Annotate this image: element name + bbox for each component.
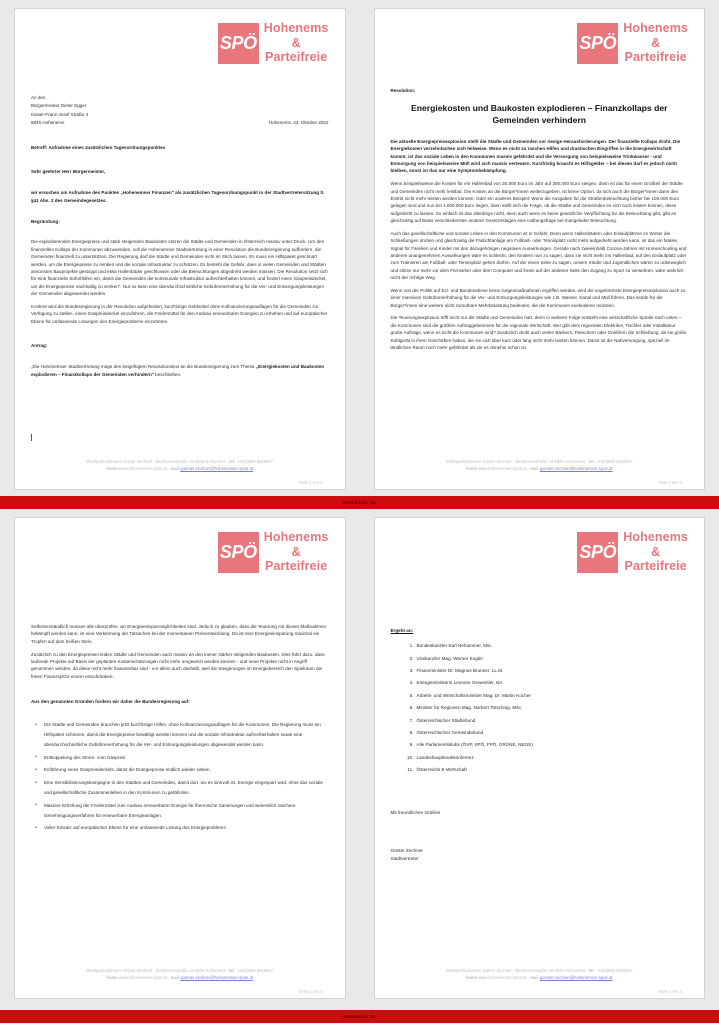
recipients-heading: Ergeht an: <box>390 628 414 633</box>
footer-line-2 <box>391 974 689 982</box>
resolution-paragraph-1: Die aktuelle Energiepreisexplosion stellt die Städte und Gemeinden vor riesige Herausforderungen. Der finanzielle Kollaps droht. Die Energiekosten verzehnfachen sich teilweise. Wenn es nicht zu raschen Hilfen und drastischen Eingriffen in die Energiewirtschaft kommt, ist das soziale Leben in den Kommunen massiv gefährdet und die Versorgung von beispielsweise Trinkwasser - und Entsorgung von beispielsweise Müll wird sich massiv verteuern. Kurzfristig braucht es Hilfsgelder – bei diesen darf es jedoch nicht bleiben, sonst ist das nur eine Symptombekämpfung. <box>390 138 681 174</box>
page-row-1 <box>0 0 719 496</box>
logo-line-3: Parteifreie <box>265 559 328 574</box>
footer-address: Stadtparteiobmann Günter Zechner . Beethovenstraße 18 6845 Hohenems . <box>86 458 230 464</box>
signature-role: Stadtvertreter <box>390 856 419 862</box>
address-line-2: Bürgermeister Dieter Egger <box>31 103 87 109</box>
document-page-2[interactable] <box>374 8 706 490</box>
logo-line-3: Parteifreie <box>624 559 687 574</box>
spoe-logo <box>31 527 329 577</box>
footer-line-1 <box>391 458 689 466</box>
spoe-logo-mark-text: SPÖ <box>579 32 617 53</box>
footer-tel-value: +43(0)650 5816947 <box>235 458 274 464</box>
footer-line-1 <box>31 967 329 975</box>
spoe-logo-text <box>623 530 688 574</box>
motion-bold: „Energiekosten und Baukosten explodieren – Finanzkollaps der Gemeinden verhindern" <box>31 364 325 377</box>
footer-line-2 <box>391 465 689 473</box>
page-thumb-1-container[interactable] <box>0 0 360 496</box>
footer-mail-label: mail <box>530 975 539 981</box>
footer-tel-value: +43(0)650 5816947 <box>594 458 633 464</box>
page-row-2 <box>0 509 719 1005</box>
page-number-2: Seite 2 von 4 <box>658 480 682 485</box>
list-item: • Einführung eines Gaspreisdeckels, damit die Energiepreise endlich wieder sinken. <box>31 765 329 775</box>
list-item: • Voller Einsatz auf europäischer Ebene für eine umfassende Lösung des Energieproblems <box>31 823 329 833</box>
page-number-3: Seite 3 von 4 <box>298 989 323 994</box>
logo-line-1: Hohenems <box>263 20 329 35</box>
list-item: Österreichs E-Wirtschaft <box>416 766 467 772</box>
list-item: Alle Parlamentsklubs (ÖVP, SPÖ, FPÖ, GRÜNE, NEOS) <box>416 742 533 748</box>
motion-post: beschließen. <box>153 371 182 377</box>
list-item: Bundeskanzler Karl Nehammer, Msc <box>416 643 492 649</box>
list-item: Vizekanzler Mag. Werner Kogler <box>416 655 484 661</box>
footer-address: Stadtparteiobmann Günter Zechner . Beethovenstraße 18 6845 Hohenems . <box>445 458 589 464</box>
footer-line-2 <box>31 465 329 473</box>
resolution-paragraph-5: Die Teuerungsexplosion trifft nicht nur die Städte und Gemeinden hart, denn in weiterer Folge entsteht eine wirtschaftliche Spirale nach unten – die Kommunen sind die größten Auftraggeberinnen für die regionale Wirtschaft. Wer gibt dem regionalen Elektriker, Tischler oder Installateur große Aufträge, wenn es nicht die Kommunen sind? Zusätzlich droht auch vielen Bäckern, Fleischern oder Greißlern die Schließung, da sie große Kühlgerät in ihren Geschäften haben, die sie sich über kurz oder lang nicht mehr leisten können. Damit ist die Nahversorgung, speziell im ländlichen Raum noch mehr gefährdet als sie es ohnehin schon ist. <box>390 315 687 350</box>
page-1-body <box>31 144 329 378</box>
address-line-1: An den <box>31 95 46 100</box>
page-3-body <box>31 623 329 833</box>
spoe-logo-text <box>264 21 329 65</box>
motion-pre: „Die Hohenemser Stadtvertretung möge den beigefügten Resolutionstext an die Bundesregierung zum Thema <box>31 364 256 370</box>
motion-heading: Antrag: <box>31 343 48 349</box>
list-item: Minister für Regionen Mag. Norbert Totschnig, MSc <box>416 705 522 711</box>
list-item: Arbeits- und Wirtschaftsminister Mag. Dr. Martin Kocher <box>416 692 531 698</box>
footer-home-label: home <box>106 466 118 472</box>
separator-label: Resolution_01 <box>343 1014 376 1019</box>
motion-text <box>31 363 329 378</box>
spoe-logo-mark <box>577 23 618 64</box>
logo-line-3: Parteifreie <box>265 50 328 65</box>
document-page-1[interactable] <box>14 8 346 490</box>
page-thumb-4-container[interactable] <box>360 509 719 1005</box>
logo-line-2: & <box>651 35 661 50</box>
reason-paragraph-1: Die explodierenden Energiepreise und stark steigenden Baukosten setzen die Städte und Gemeinden in Österreich massiv unter Druck. Um den finanziellen Kollaps der Kommunen abzuwenden, soll die Hohenemser Stadtvertretung in einer Resolution die Bundesregierung auffordern, die Gemeinden finanziell zu unterstützen. Die Regierung darf die Städte und Gemeinden nicht im Stich lassen. Es muss ein Hilfspaket geschnürt werden, um die Energiepreise zu senken und die soziale Infrastruktur zu schützen. Es besteht die Gefahr, dass in vielen Gemeinden und Städten ansonsten Bauprojekte gestoppt und etwa Hallenbäder geschlossen oder die Beleuchtungen abgedreht werden müssen. Die Resolution setzt sich für eine finanzielle Soforthilfen ein, damit die Gemeinden die kommunale Infrastruktur aufrechterhalten können, und fordert einen Gaspreisdeckel, um die Energiepreise nachhaltig zu senken". Nur so kann eine überdurchschnittliche Gebührenerhöhung für die Ver- und Entsorgungsleistungen der Gemeinden abgewendet werden. <box>31 239 328 296</box>
recipients-list <box>401 643 689 773</box>
spoe-logo-mark-text: SPÖ <box>579 541 617 562</box>
logo-line-1: Hohenems <box>623 20 688 35</box>
text-cursor <box>31 434 32 441</box>
reason-paragraph-2: Konkret wird die Bundesregierung in der Resolution aufgefordert, kurzfristige Geldmittel ohne Kofinanzierungsauflagen für die Gemeinden zur Verfügung zu stellen, einen Gaspreisdeckel einzuführen, die Fördermittel für den Ausbau erneuerbarer Energien zu erhöhen und auf europäischer Ebene für umfassende Lösungen des Energieproblems einzutreten. <box>31 303 328 324</box>
list-item: Finanzminister Dr. Magnus Brunner, LL.M. <box>416 668 504 674</box>
resolution-label: Resolution: <box>390 88 416 93</box>
logo-line-2: & <box>291 544 301 559</box>
list-item: • Massive Erhöhung der Fördermittel zum Ausbau erneuerbarer Energie für thermische Sanierungen und wesentlich raschere Genehmigungsverfahren für erneuerbare Energieanlagen. <box>31 801 329 821</box>
footer-email-link[interactable]: guenter.zechner@hohenemser-spoe.at <box>180 466 254 472</box>
footer-home-value: www.hohenemser-spoe.at . <box>477 466 531 472</box>
footer-email-link[interactable]: guenter.zechner@hohenemser-spoe.at <box>539 466 613 472</box>
address-line-3: Kaiser-Franz-Josef Straße 4 <box>31 111 89 117</box>
footer-tel-value: +43(0)650 5816947 <box>594 967 633 973</box>
request-paragraph: wir ersuchen um Aufnahme des Punktes „Hohenemser Finanzen" als zusätzlichen Tagesordnungspunkt in der Stadtvertretersitzung lt. §41 Abs. 2 des Gemeindegesetzes. <box>31 190 325 203</box>
footer-line-1 <box>391 967 689 975</box>
footer-email-link[interactable]: guenter.zechner@hohenemser-spoe.at <box>180 975 254 981</box>
logo-line-3: Parteifreie <box>624 50 687 65</box>
page3-paragraph-2: Zusätzlich zu den Energiepreisen leiden Städte und Gemeinden auch massiv an den immer stärker steigenden Baukosten. Dies führt dazu, dass laufende Projekte auf Basis der geplanten Kostenschätzungen nicht mehr umgesetzt werden können - und neue Projekte nicht in Angriff genommen werden, da diese nicht mehr finanzierbar sind - vor allem auch deshalb, weil die Steigerungen im Energiebereich den Spielraum der freien Finanzspitze enorm einschränken. <box>31 651 325 679</box>
spoe-logo-text <box>623 21 688 65</box>
footer-line-1 <box>31 458 329 466</box>
spoe-logo <box>391 18 689 68</box>
subject-line: Betreff: Aufnahme eines zusätzlichen Tagesordnungspunktes <box>31 144 166 150</box>
footer-address: Stadtparteiobmann Günter Zechner . Beethovenstraße 18 6845 Hohenems . <box>86 967 230 973</box>
closing-line: Mit freundlichen Grüßen <box>390 810 441 816</box>
page-number-1: Seite 1 von 4 <box>298 480 323 485</box>
footer-line-2 <box>31 974 329 982</box>
document-page-3[interactable] <box>14 517 346 999</box>
document-date: Hohenems, 24. Oktober 2022 <box>268 120 329 126</box>
list-item: • Entkoppelung des Strom- vom Gaspreis <box>31 753 329 763</box>
footer-tel-value: +43(0)650 5816947 <box>235 967 274 973</box>
list-item: Landeshauptleutekonferenz <box>416 754 474 760</box>
footer-home-value: www.hohenemser-spoe.at . <box>117 975 171 981</box>
footer-home-value: www.hohenemser-spoe.at . <box>117 466 171 472</box>
footer-mail-label: mail <box>170 466 180 472</box>
page-2-body <box>391 138 689 351</box>
spoe-logo-mark-text: SPÖ <box>219 541 257 562</box>
logo-line-2: & <box>651 544 661 559</box>
footer-home-label: home <box>465 975 478 981</box>
logo-line-2: & <box>291 35 301 50</box>
footer-email-link[interactable]: guenter.zechner@hohenemser-spoe.at <box>539 975 613 981</box>
list-item: Energieministerin Leonore Gewessler, BA <box>416 680 503 686</box>
page-separator-bar-1 <box>0 496 719 509</box>
page-footer-4 <box>391 967 689 982</box>
footer-tel-label: tel. <box>229 458 236 464</box>
list-item: • Die Städte und Gemeinden brauchen jetzt kurzfristige Hilfen, ohne Kofinanzierungsauflagen für die Kommunen. Die Regierung muss ein Hilfspaket schnüren, damit die Energiepreise bewältigt werden können und die soziale Infrastruktur aufrechterhalten sowie eine überdurchschnittliche Gebührenerhöhung für die Ver- und Entsorgungsleistungen abgewendet werden kann. <box>31 720 329 749</box>
address-line-4: 6845 Hohenems <box>31 120 65 126</box>
signature-block <box>391 809 689 863</box>
resolution-paragraph-2: Wenn beispielsweise die Kosten für ein Hallenbad von 30.000 Euro im Jahr auf 300.000 Euro steigen, dann ist das für einen Großteil der Städte und Gemeinden nicht mehr leistbar. Die Kosten an die Bürger*innen weiterzugeben, ist keine Option, da sich auch die Bürger*innen dann den Eintritt nicht mehr leisten werden können. Oder ein anderes Beispiel: Wenn die Ausgaben für die Straßenbeleuchtung bisher bei 100.000 Euro gelegen sind und nun bei 1.000.000 Euro liegen, dann stellt sich die Frage, ob die Städte und Gemeinden es sich noch leisten können, diese aufgedreht zu lassen. So einfach ist das allerdings nicht, denn auch wenn es keine gesetzliche Verpflichtung für die Beleuchtung gibt, gibt es gleichzeitig auf Basis verschiedenster anderer Gesetzeslagen eine Haftungsfrage bei mangelnder Beleuchtung. <box>390 181 683 223</box>
salutation: Sehr geehrter Herr Bürgermeister, <box>31 169 106 175</box>
page-separator-bar-2 <box>0 1010 719 1023</box>
demands-heading: Aus den genannten Gründen fordern wir daher die Bundesregierung auf: <box>31 698 190 704</box>
resolution-paragraph-4: Wenn von der Politik auf EU- und Bundesebene keine Gegenmaßnahmen ergriffen werden, wird die ungebremste Energiepreisexplosion auch zu einer massiven Gebührenerhöhung für die Ver- und Entsorgungsleistungen wie z.B. Wasser, Kanal und Müll führen. Das würde für die Bürger*innen eine weitere nicht zumutbare Mehrbelastung bedeuten, die die Kommunen exekutieren müssten. <box>390 287 686 308</box>
signature-name: Günter Zechner <box>390 848 423 854</box>
footer-home-label: home <box>106 975 118 981</box>
resolution-title: Energiekosten und Baukosten explodieren – Finanzkollaps der Gemeinden verhindern <box>411 103 668 126</box>
spoe-logo-mark <box>577 532 618 573</box>
spoe-logo-mark-text: SPÖ <box>219 32 257 53</box>
footer-tel-label: tel. <box>588 458 595 464</box>
address-block <box>31 94 329 128</box>
footer-tel-label: tel. <box>229 967 236 973</box>
page-number-4: Seite 4 von 4 <box>658 989 682 994</box>
spoe-logo-mark <box>218 532 259 573</box>
resolution-paragraph-3: Auch das gesellschaftliche und soziale Leben in den Kommunen ist in Gefahr. Denn wenn Hallenbädern oder Eislaufplätzen im Winter die Schließungen drohen und gleichzeitig die Flutlichtanlage am Fußball- oder Tennisplatz nicht mehr aufgedreht werden kann, ist das ein fatales Signal für Familien und Kinder mit den dazugehörigen negativen Auswirkungen. Gerade nach zweieinhalb Corona-Jahren mit Homeschooling und anderen unangenehmen Auswirkungen wäre es schlecht, den Kindern nun zu sagen, dass sie nicht mehr ins Hallenbad, auf den Eislaufplatz oder zum Trainieren am Fußball- oder Tennisplatz gehen dürfen. Auf der einen Seite zu sagen, unsere Kinder und Jugendlichen wären zu unbeweglich und sitzen nur mehr vor dem Fernseher oder dem Computer und ihnen auf der anderen Seite den Zugang zu Sport zu verwehren, wäre wahrlich nicht der richtige Weg. <box>390 230 687 281</box>
logo-line-1: Hohenems <box>263 529 329 544</box>
page-footer-1 <box>31 458 329 473</box>
spoe-logo <box>31 18 329 68</box>
footer-mail-label: mail <box>530 466 539 472</box>
list-item: Österreichischer Städtebund <box>416 717 476 723</box>
page-thumb-2-container[interactable] <box>360 0 719 496</box>
reason-heading: Begründung: <box>31 218 60 224</box>
footer-address: Stadtparteiobmann Günter Zechner . Beethovenstraße 18 6845 Hohenems . <box>445 967 589 973</box>
footer-mail-label: mail <box>170 975 180 981</box>
separator-label: Resolution_01 <box>343 500 376 505</box>
footer-tel-label: tel. <box>588 967 595 973</box>
list-item: • Eine Sensibilisierungskampagne in den Städten und Gemeinden, damit dort, wo es sinnvoll ist, Energie eingespart wird, ohne das soziale und gesellschaftliche Zusammenleben in den Kommunen zu gefährden. <box>31 778 329 798</box>
footer-home-value: www.hohenemser-spoe.at . <box>477 975 531 981</box>
page-footer-3 <box>31 967 329 982</box>
demands-list <box>31 720 329 833</box>
page3-paragraph-1: Selbstverständlich müssen alle überprüfen, wo Energieeinsparmöglichkeiten sind. Jedoch zu glauben, dass die Teuerung mit diesen Maßnahmen bekämpft werden kann, ist eine Verkennung der Tatsachen bei der momentanen Preisentwicklung. Da ist eine Energieeinsparung maximal ein Tropfen auf dem heißen Stein. <box>31 624 327 644</box>
page-footer-2 <box>391 458 689 473</box>
page-thumb-3-container[interactable] <box>0 509 360 1005</box>
spoe-logo-mark <box>218 23 259 64</box>
page-4-body <box>391 627 689 863</box>
footer-home-label: home <box>465 466 478 472</box>
document-page-4[interactable] <box>374 517 706 999</box>
list-item: Österreichischer Gemeindebund <box>416 729 484 735</box>
spoe-logo-text <box>264 530 329 574</box>
spoe-logo <box>391 527 689 577</box>
logo-line-1: Hohenems <box>623 529 688 544</box>
